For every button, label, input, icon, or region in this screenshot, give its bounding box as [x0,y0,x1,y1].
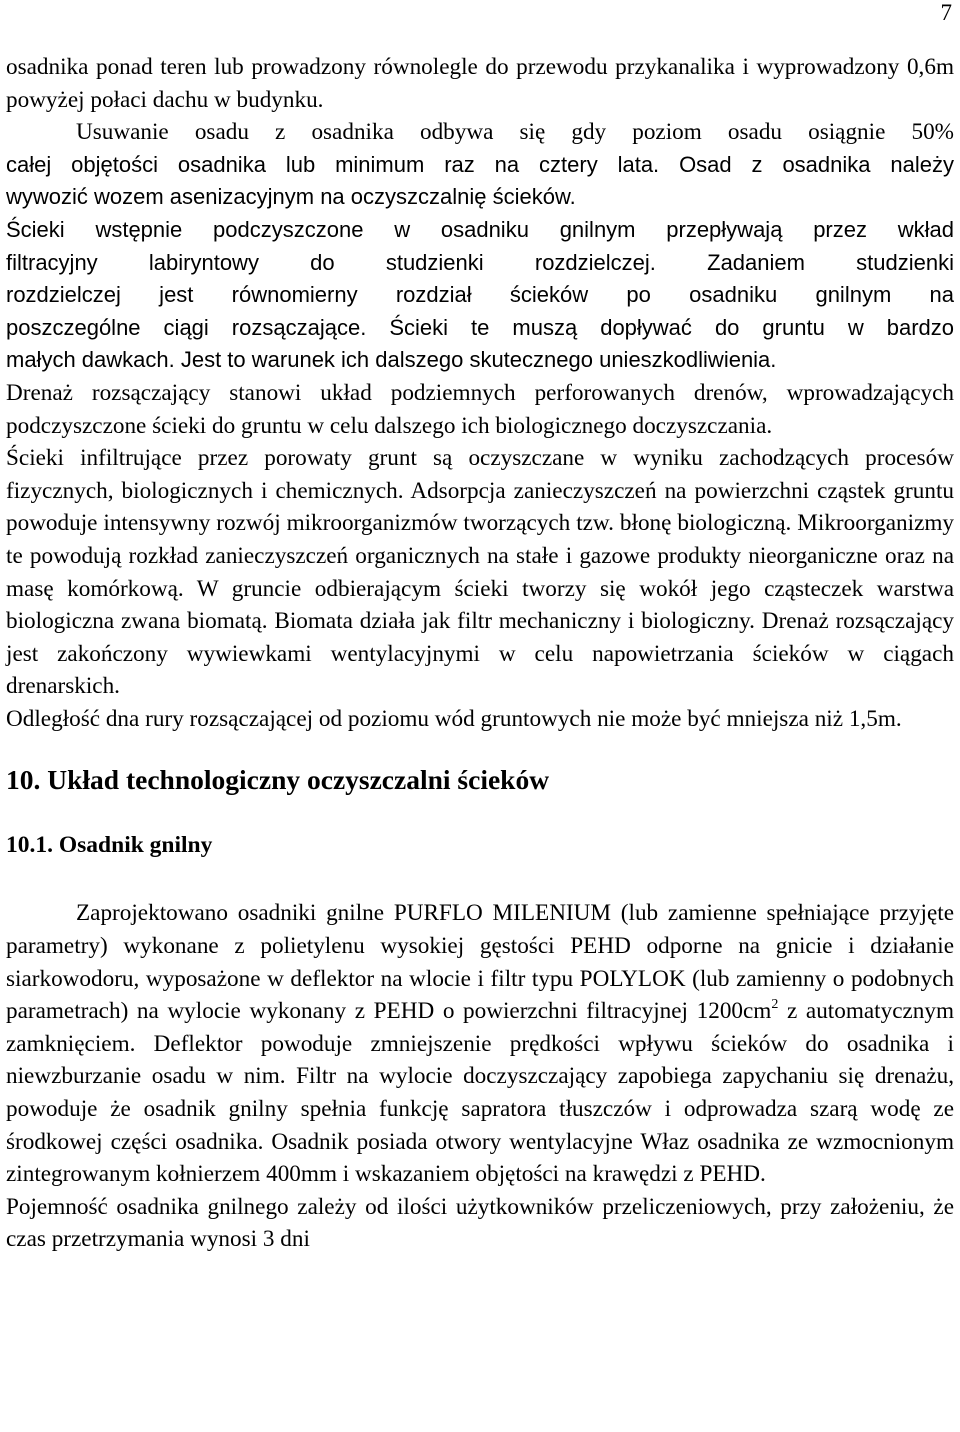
sludge-removal-text-3: wywozić wozem asenizacyjnym na oczyszczalnię ścieków. [6,184,576,210]
pretreated-text-1: Ścieki wstępnie podczyszczone w osadniku gnilnym przepływają przez wkład [6,216,954,242]
paragraph-septic-design [6,897,954,1190]
pretreated-text-4: poszczególne ciągi rozsączające. Ścieki te muszą dopływać do gruntu w bardzo [6,314,954,340]
distance-text: Odległość dna rury rozsączającej od poziomu wód gruntowych nie może być mniejsza niż 1,5m. [6,705,902,732]
subsection-heading: 10.1. Osadnik gnilny [6,832,213,859]
pretreated-text-5: małych dawkach. Jest to warunek ich dalszego skutecznego unieszkodliwienia. [6,347,777,373]
paragraph-sludge-removal-line-2 [6,149,954,182]
paragraph-pretreated-line-1 [6,214,954,247]
paragraph-infiltration [6,442,954,703]
paragraph-capacity [6,1191,954,1256]
sludge-removal-text-1: Usuwanie osadu z osadnika odbywa się gdy poziom osadu osiągnie 50% [76,119,954,146]
septic-design-text-continued: z automatycznym zamknięciem. Deflektor powoduje zmniejszenie prędkości wpływu ścieków do osadnika i niewzburzanie osadu w nim. Filtr na wylocie doczyszczający zapobiega zapychaniu się drenażu, powoduje że osadnik gnilny spełnia funkcję sapratora tłuszczów i odprowadza szarą wodę ze środkowej części osadnika. Osadnik posiada otwory wentylacyjne Właz osadnika ze wzmocnionym zintegrowanym kołnierzem 400mm i wskazaniem objętości na krawędzi z PEHD. [6,998,954,1188]
infiltration-text: Ścieki infiltrujące przez porowaty grunt są oczyszczane w wyniku zachodzących procesów fizycznych, biologicznych i chemicznych. Adsorpcja zanieczyszczeń na powierzchni cząstek gruntu powoduje intensywny rozwój mikroorganizmów tworzących tzw. błonę biologiczną. Mikroorganizmy te powodują rozkład zanieczyszczeń organicznych na stałe i gazowe produkty nieorganiczne oraz na masę komórkową. W gruncie odbierającym ścieki tworzy się wokół jego cząsteczek warstwa biologiczna zwana biomatą. Biomata działa jak filtr mechaniczny i biologiczny. Drenaż rozsączający jest zakończony wywiewkami wentylacyjnymi w celu napowietrzania ścieków w ciągach drenarskich. [6,445,954,700]
page-content [6,51,954,1256]
pretreated-text-3: rozdzielczej jest równomierny rozdział ścieków po osadniku gnilnym na [6,282,954,308]
paragraph-pretreated-line-4 [6,312,954,345]
paragraph-pretreated-line-5 [6,344,954,377]
page-number: 7 [940,0,952,25]
paragraph-sludge-removal-line-3 [6,181,954,214]
drainage-text: Drenaż rozsączający stanowi układ podziemnych perforowanych drenów, wprowadzających podczyszczone ścieki do gruntu w celu dalszego ich biologicznego doczyszczania. [6,379,954,439]
paragraph-drainage [6,377,954,442]
paragraph-outlet [6,51,954,116]
superscript-exponent: 2 [771,997,779,1013]
paragraph-pretreated-line-3 [6,279,954,312]
paragraph-sludge-removal-line-1 [6,116,954,149]
sludge-removal-text-2: całej objętości osadnika lub minimum raz na cztery lata. Osad z osadnika należy [6,151,954,177]
septic-design-text: Zaprojektowano osadniki gnilne PURFLO MILENIUM (lub zamienne spełniające przyjęte parametry) wykonane z polietylenu wysokiej gęstości PEHD odporne na gnicie i działanie siarkowodoru, wyposażone w deflektor na wlocie i filtr typu POLYLOK (lub zamienny o podobnych parametrach) na wylocie wykonany z PEHD o powierzchni filtracyjnej 1200cm [6,900,954,1025]
paragraph-distance [6,703,954,736]
section-heading: 10. Układ technologiczny oczyszczalni ścieków [6,764,550,796]
pretreated-text-2: filtracyjny labiryntowy do studzienki rozdzielczej. Zadaniem studzienki [6,249,954,275]
paragraph-outlet-text: osadnika ponad teren lub prowadzony równolegle do przewodu przykanalika i wyprowadzony 0,6m powyżej połaci dachu w budynku. [6,54,954,113]
capacity-text: Pojemność osadnika gnilnego zależy od ilości użytkowników przeliczeniowych, przy założeniu, że czas przetrzymania wynosi 3 dni [6,1193,954,1253]
paragraph-pretreated-line-2 [6,247,954,280]
